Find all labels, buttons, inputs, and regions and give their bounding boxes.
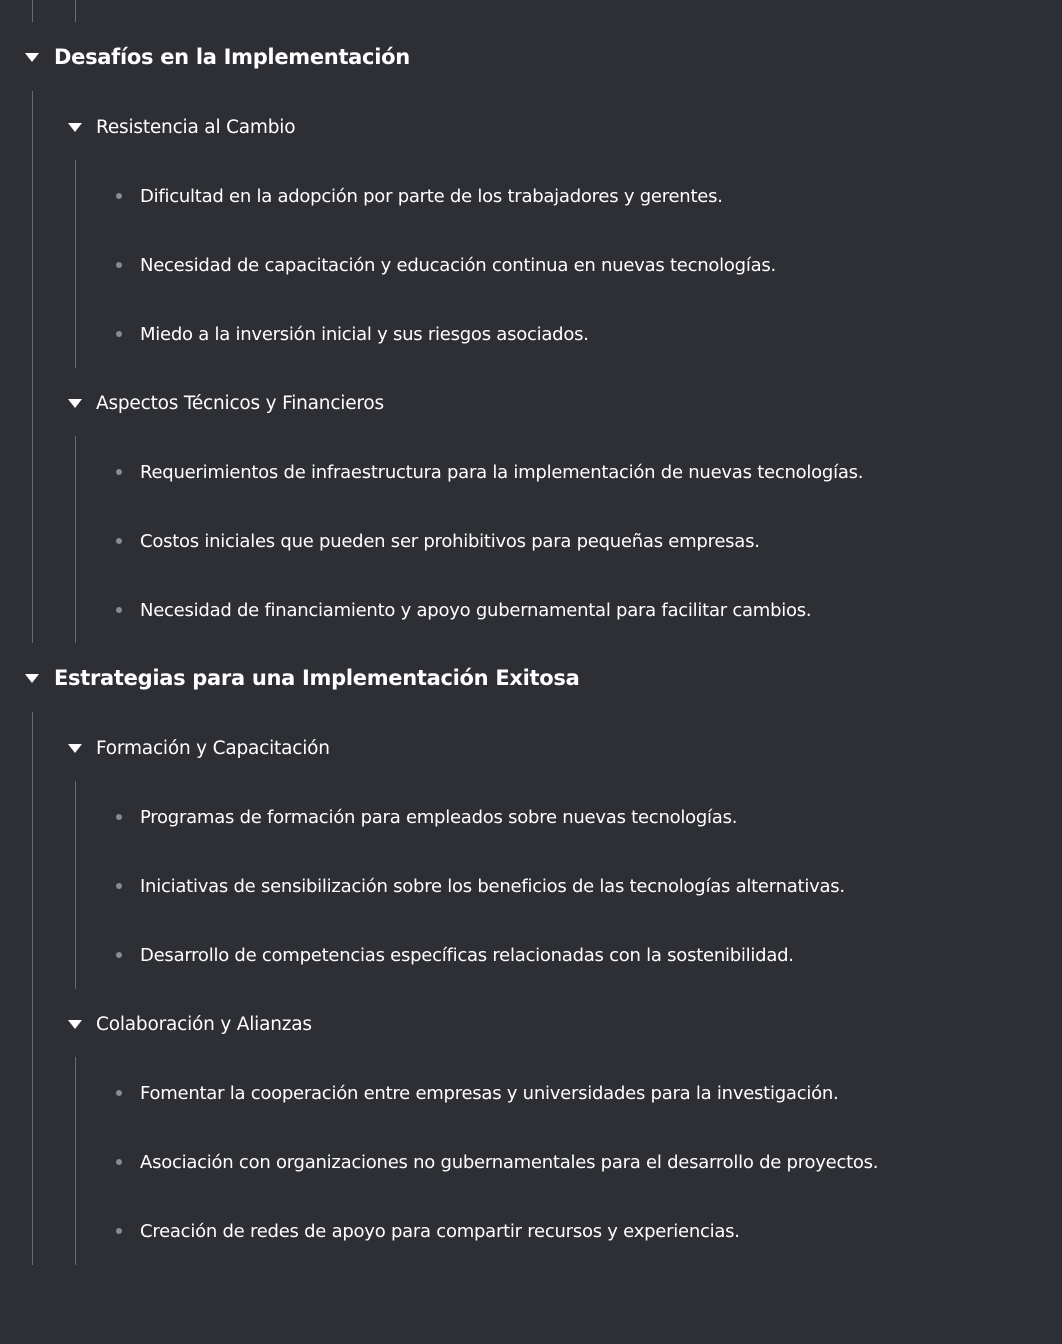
list-item [116, 320, 589, 348]
list-item-text: Creación de redes de apoyo para compartir recursos y experiencias. [140, 1220, 740, 1242]
bullet-icon [116, 262, 122, 268]
caret-down-icon[interactable] [68, 1020, 82, 1029]
subsection-heading[interactable] [68, 734, 330, 762]
list-item-text: Costos iniciales que pueden ser prohibitivos para pequeñas empresas. [140, 530, 760, 552]
section-heading[interactable] [25, 663, 579, 693]
subsection-guide-line [75, 160, 76, 368]
subsection-guide-line [75, 781, 76, 989]
bullet-icon [116, 952, 122, 958]
subsection-heading[interactable] [68, 1010, 312, 1038]
subsection-title: Formación y Capacitación [96, 737, 330, 759]
caret-down-icon[interactable] [68, 399, 82, 408]
bullet-icon [116, 538, 122, 544]
subsection-title: Aspectos Técnicos y Financieros [96, 392, 384, 414]
bullet-icon [116, 883, 122, 889]
list-item [116, 872, 845, 900]
list-item [116, 941, 794, 969]
list-item [116, 803, 737, 831]
list-item-text: Desarrollo de competencias específicas relacionadas con la sostenibilidad. [140, 944, 794, 966]
subsection-title: Colaboración y Alianzas [96, 1013, 312, 1035]
list-item-text: Miedo a la inversión inicial y sus riesgos asociados. [140, 323, 589, 345]
caret-down-icon[interactable] [25, 674, 39, 683]
subsection-guide-line [75, 1057, 76, 1265]
section-guide-line [32, 712, 33, 1265]
bullet-icon [116, 1090, 122, 1096]
section-guide-line [32, 91, 33, 643]
list-item [116, 1217, 740, 1245]
bullet-icon [116, 814, 122, 820]
list-item-text: Iniciativas de sensibilización sobre los beneficios de las tecnologías alternativas. [140, 875, 845, 897]
caret-down-icon[interactable] [68, 744, 82, 753]
caret-down-icon[interactable] [68, 123, 82, 132]
section-title: Estrategias para una Implementación Exitosa [54, 666, 580, 690]
subsection-guide-line [75, 436, 76, 643]
list-item [116, 182, 723, 210]
bullet-icon [116, 331, 122, 337]
list-item [116, 251, 776, 279]
list-item-text: Dificultad en la adopción por parte de los trabajadores y gerentes. [140, 185, 723, 207]
list-item-text: Programas de formación para empleados sobre nuevas tecnologías. [140, 806, 738, 828]
list-item [116, 1148, 878, 1176]
outline-guide-line [75, 0, 76, 22]
bullet-icon [116, 1228, 122, 1234]
subsection-title: Resistencia al Cambio [96, 116, 296, 138]
list-item-text: Requerimientos de infraestructura para la implementación de nuevas tecnologías. [140, 461, 864, 483]
caret-down-icon[interactable] [25, 53, 39, 62]
list-item [116, 458, 863, 486]
bullet-icon [116, 1159, 122, 1165]
list-item [116, 596, 811, 624]
outline-guide-line [32, 0, 33, 22]
list-item-text: Necesidad de capacitación y educación continua en nuevas tecnologías. [140, 254, 776, 276]
section-heading[interactable] [25, 42, 410, 72]
list-item-text: Fomentar la cooperación entre empresas y universidades para la investigación. [140, 1082, 839, 1104]
list-item [116, 1079, 839, 1107]
list-item [116, 527, 760, 555]
subsection-heading[interactable] [68, 389, 384, 417]
bullet-icon [116, 607, 122, 613]
list-item-text: Asociación con organizaciones no gubernamentales para el desarrollo de proyectos. [140, 1151, 879, 1173]
bullet-icon [116, 469, 122, 475]
section-title: Desafíos en la Implementación [54, 45, 410, 69]
subsection-heading[interactable] [68, 113, 295, 141]
bullet-icon [116, 193, 122, 199]
list-item-text: Necesidad de financiamiento y apoyo gubernamental para facilitar cambios. [140, 599, 812, 621]
